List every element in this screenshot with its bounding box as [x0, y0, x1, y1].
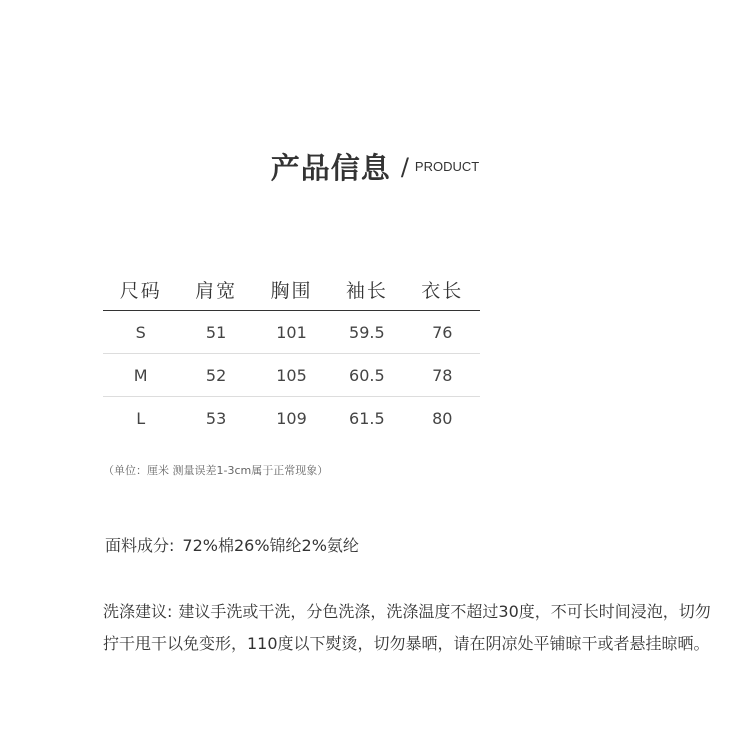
- washing-section: [103, 596, 713, 660]
- material-label: 面料成分:: [105, 536, 175, 555]
- washing-label: 洗涤建议:: [103, 602, 173, 621]
- table-cell: 78: [405, 354, 480, 397]
- header-chest: 胸围: [254, 268, 329, 311]
- size-table: [103, 268, 480, 439]
- table-row: [103, 311, 480, 354]
- title-main: 产品信息: [270, 151, 391, 185]
- table-cell: 80: [432, 408, 453, 428]
- title-sub: PRODUCT: [414, 159, 480, 174]
- table-cell: S: [103, 311, 178, 354]
- header-sleeve: 袖长: [329, 268, 404, 311]
- table-cell: 59.5: [329, 311, 404, 354]
- washing-value: 建议手洗或干洗，分色洗涤，洗涤温度不超过30度，不可长时间浸泡，切勿拧干甩干以免变形，110度以下熨烫，切勿暴晒，请在阴凉处平铺晾干或者悬挂晾晒。: [103, 602, 711, 653]
- measurement-note: （单位：厘米 测量误差1-3cm属于正常现象）: [103, 464, 329, 477]
- material-value: 72%棉26%锦纶2%氨纶: [182, 536, 359, 555]
- material-section: [105, 533, 359, 556]
- table-cell: 51: [178, 311, 253, 354]
- table-cell: 53: [205, 408, 227, 428]
- table-cell: 52: [178, 354, 253, 397]
- table-cell: 61.5: [349, 408, 385, 428]
- table-cell: L: [136, 408, 146, 428]
- table-cell: 105: [254, 354, 329, 397]
- table-row: [103, 354, 480, 397]
- table-cell: 101: [254, 311, 329, 354]
- title-slash: /: [400, 152, 409, 181]
- header-size: 尺码: [103, 268, 178, 311]
- table-cell: M: [103, 354, 178, 397]
- table-cell: 76: [405, 311, 480, 354]
- table-cell: 109: [276, 408, 307, 428]
- table-row: [103, 397, 480, 440]
- page-title: [0, 146, 750, 187]
- header-length: 衣长: [405, 268, 480, 311]
- table-cell: 60.5: [329, 354, 404, 397]
- table-header-row: [103, 268, 480, 311]
- header-shoulder: 肩宽: [178, 268, 253, 311]
